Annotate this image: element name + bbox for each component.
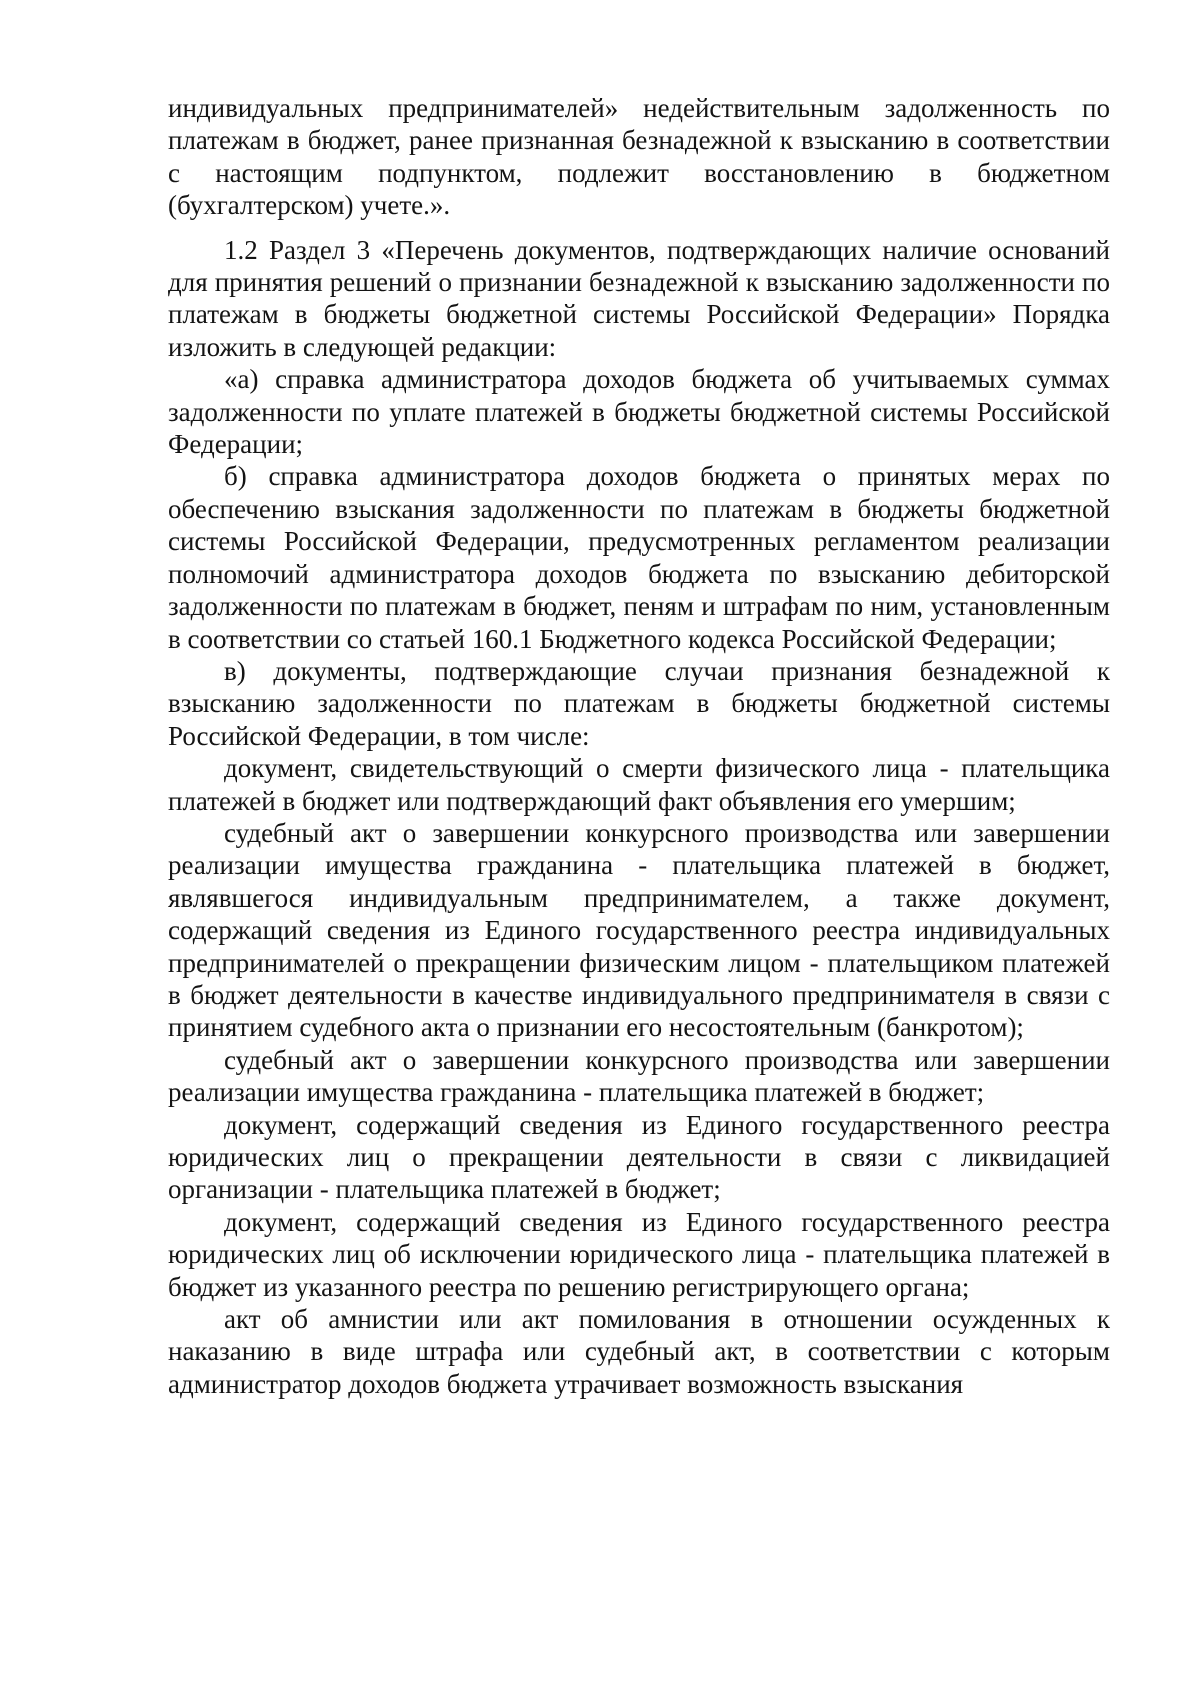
paragraph-amnesty: акт об амнистии или акт помилования в отношении осужденных к наказанию в виде штрафа или судебный акт, в соответствии с которым администратор доходов бюджета утрачивает возможность взыскания bbox=[168, 1304, 1110, 1399]
paragraph-bankruptcy-entrepreneur: судебный акт о завершении конкурсного производства или завершении реализации имущества гражданина - плательщика платежей в бюджет, являвшегося индивидуальным предпринимателем, а также документ, содержащий сведения из Единого государственного реестра индивидуальных предпринимателей о прекращении физическим лицом - плательщиком платежей в бюджет деятельности в качестве индивидуального предпринимателя в связи с принятием судебного акта о признании его несостоятельным (банкротом); bbox=[168, 817, 1110, 1043]
paragraph-item-a: «а) справка администратора доходов бюджета об учитываемых суммах задолженности по уплате платежей в бюджеты бюджетной системы Российской Федерации; bbox=[168, 364, 1110, 460]
document-body bbox=[168, 92, 1110, 1400]
paragraph-death-document: документ, свидетельствующий о смерти физического лица - плательщика платежей в бюджет или подтверждающий факт объявления его умершим; bbox=[168, 753, 1110, 816]
paragraph-exclusion: документ, содержащий сведения из Единого государственного реестра юридических лиц об исключении юридического лица - плательщика платежей в бюджет из указанного реестра по решению регистрирующего органа; bbox=[168, 1206, 1110, 1302]
paragraph-section-1-2: 1.2 Раздел 3 «Перечень документов, подтверждающих наличие оснований для принятия решений о признании безнадежной к взысканию задолженности по платежам в бюджеты бюджетной системы Российской Федерации» Порядка изложить в следующей редакции: bbox=[168, 234, 1110, 362]
paragraph-item-v: в) документы, подтверждающие случаи признания безнадежной к взысканию задолженности по платежам в бюджеты бюджетной системы Российской Федерации, в том числе: bbox=[168, 655, 1110, 751]
paragraph-bankruptcy-citizen: судебный акт о завершении конкурсного производства или завершении реализации имущества гражданина - плательщика платежей в бюджет; bbox=[168, 1044, 1110, 1108]
paragraph-item-b: б) справка администратора доходов бюджета о принятых мерах по обеспечению взыскания задолженности по платежам в бюджеты бюджетной системы Российской Федерации, предусмотренных регламентом реализации полномочий администратора доходов бюджета по взысканию дебиторской задолженности по платежам в бюджет, пеням и штрафам по ним, установленным в соответствии со статьей 160.1 Бюджетного кодекса Российской Федерации; bbox=[168, 461, 1110, 654]
paragraph-continuation: индивидуальных предпринимателей» недействительным задолженность по платежам в бюджет, ранее признанная безнадежной к взысканию в соответствии с настоящим подпунктом, подлежит восстановлению в бюджетном (бухгалтерском) учете.». bbox=[168, 93, 1110, 221]
paragraph-liquidation: документ, содержащий сведения из Единого государственного реестра юридических лиц о прекращении деятельности в связи с ликвидацией организации - плательщика платежей в бюджет; bbox=[168, 1109, 1110, 1205]
